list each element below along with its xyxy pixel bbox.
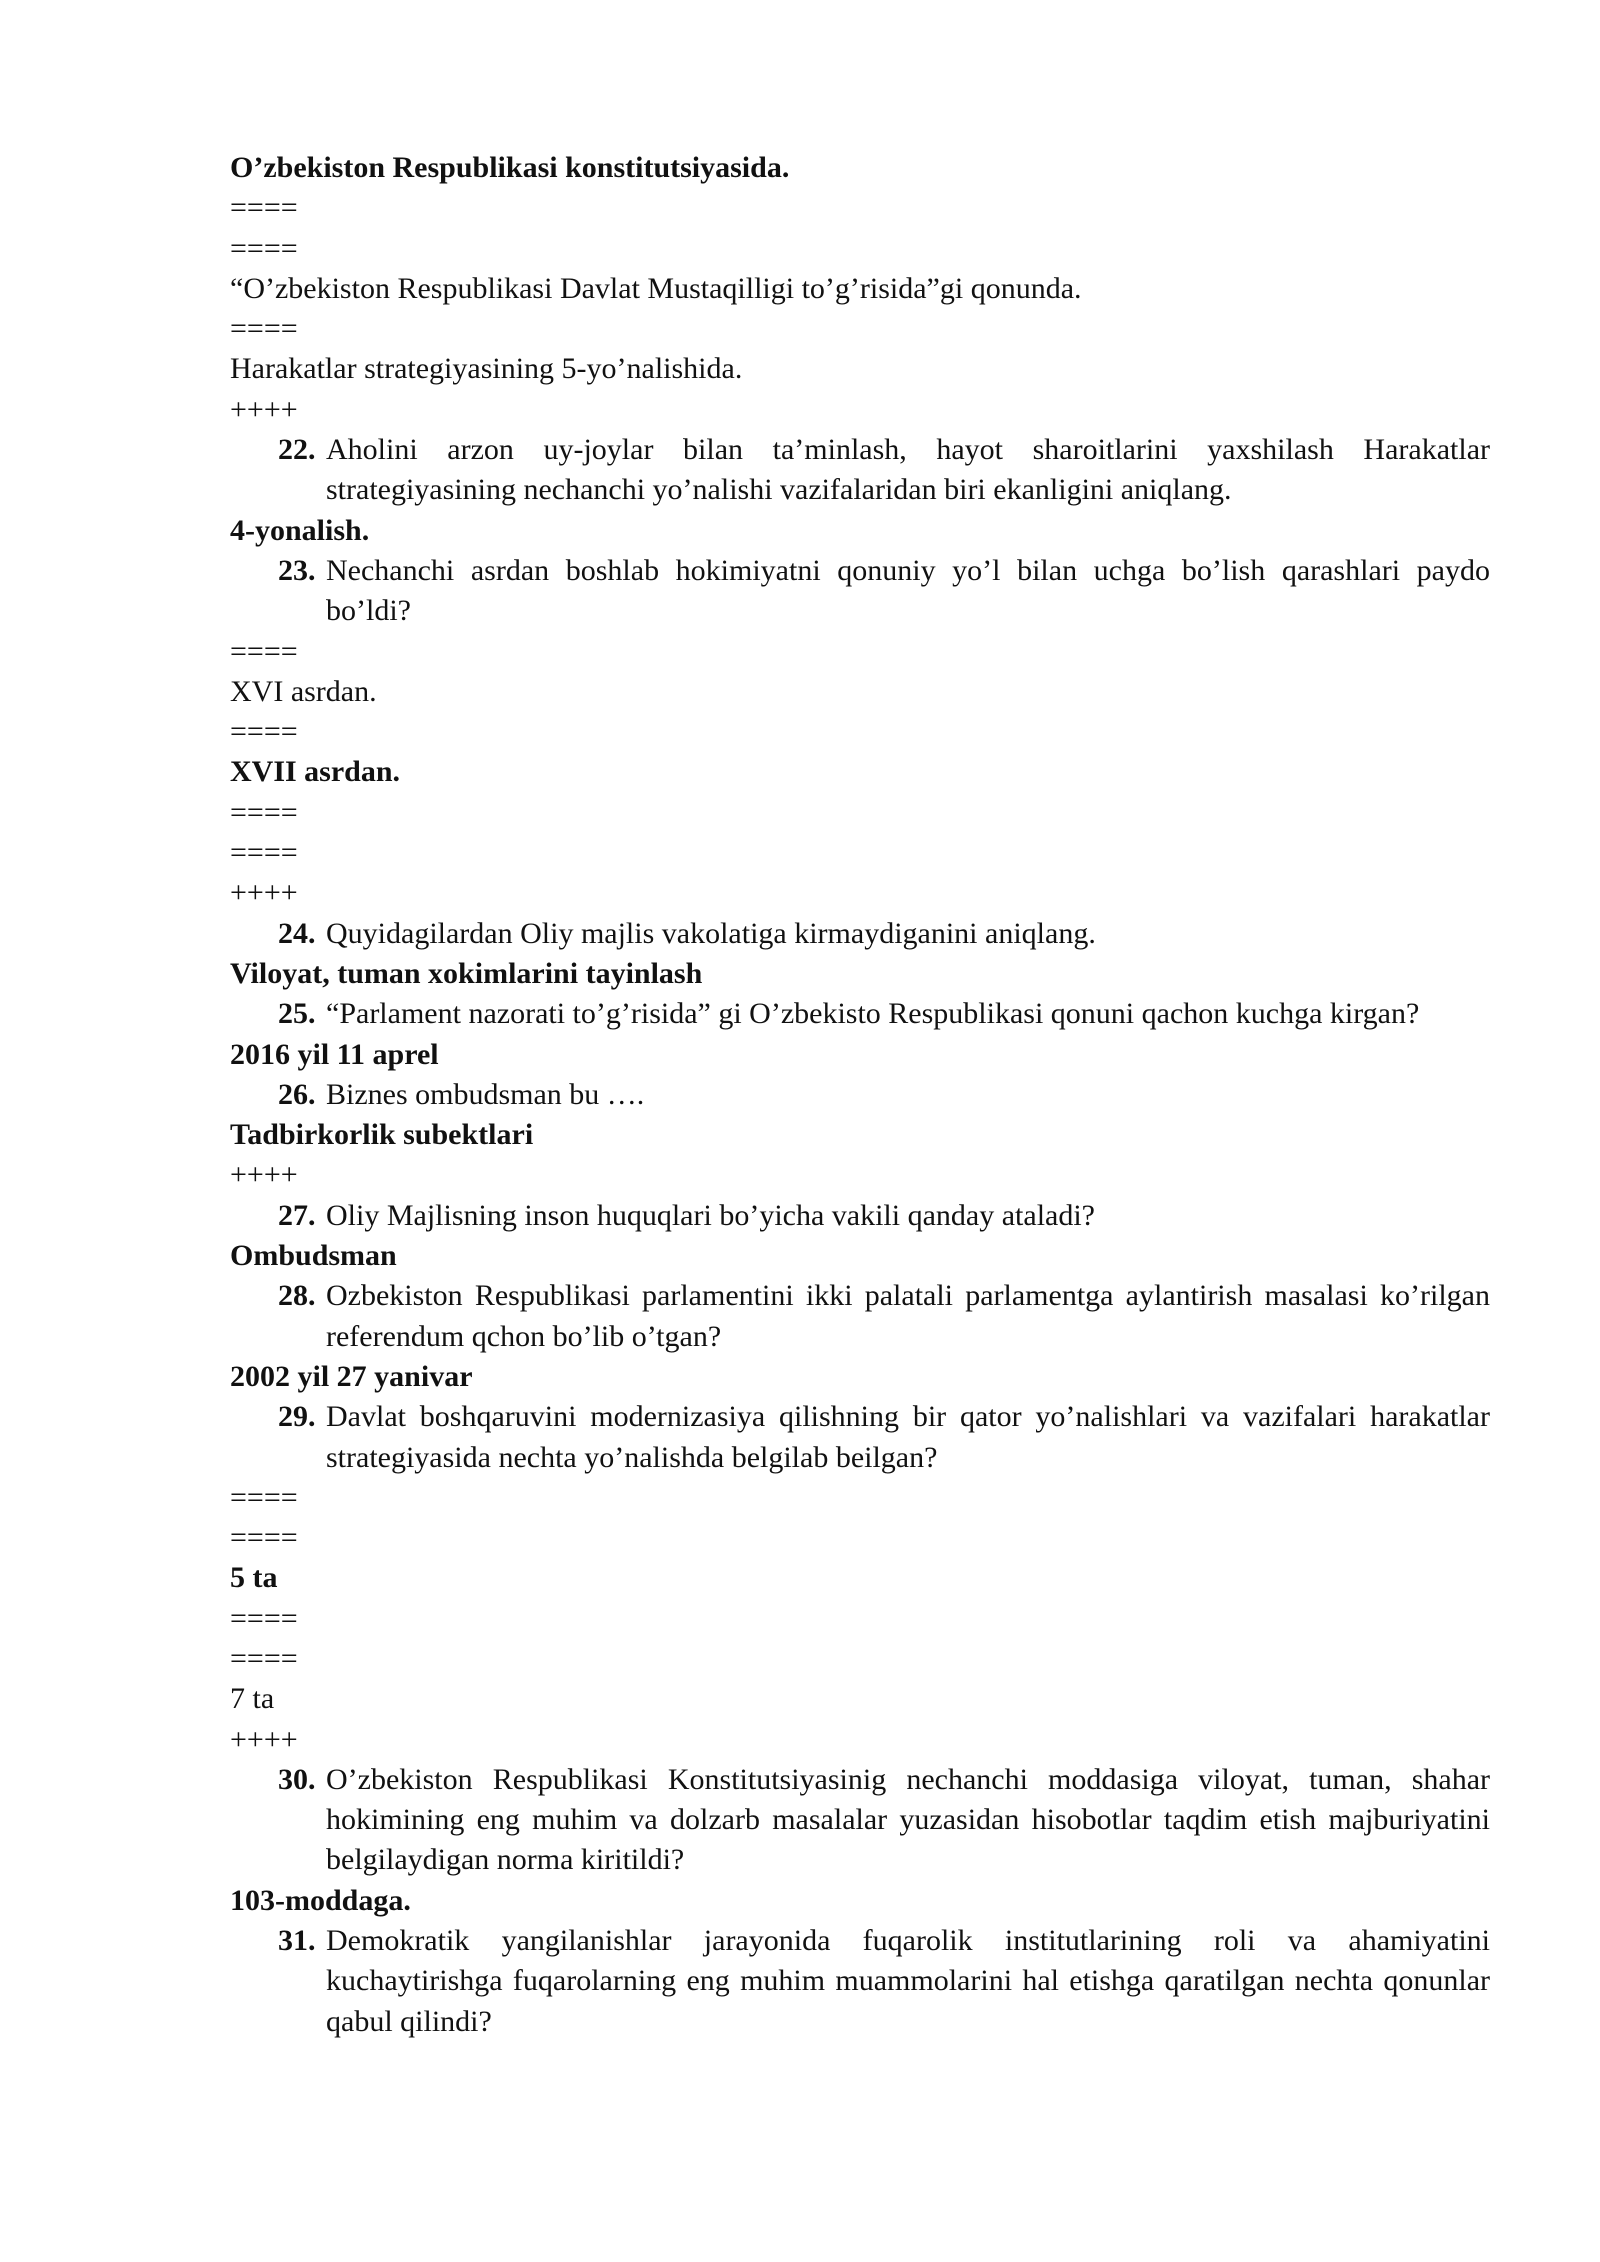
correct-answer: Ombudsman bbox=[230, 1239, 397, 1273]
correct-answer: 2002 yil 27 yanivar bbox=[230, 1359, 473, 1393]
question-text: “Parlament nazorati to’g’risida” gi O’zbekisto Respublikasi qonuni qachon kuchga kirgan? bbox=[326, 997, 1420, 1031]
question-number: 25. bbox=[278, 997, 316, 1031]
answer-option: “O’zbekiston Respublikasi Davlat Mustaqilligi to’g’risida”gi qonunda. bbox=[230, 271, 1082, 305]
separator-line: ==== bbox=[230, 836, 298, 870]
separator-line: ==== bbox=[230, 191, 298, 225]
question-text: O’zbekiston Respublikasi Konstitutsiyasinig nechanchi moddasiga viloyat, tuman, shahar hokimining eng muhim va dolzarb masalalar yuzasidan hisobotlar taqdim etish majburiyatini belgilaydigan norma kiritildi? bbox=[326, 1762, 1490, 1877]
correct-answer: XVII asrdan. bbox=[230, 755, 401, 789]
question-number: 24. bbox=[278, 916, 316, 950]
question-number: 22. bbox=[278, 433, 316, 467]
question-number: 23. bbox=[278, 553, 316, 587]
correct-answer: 4-yonalish. bbox=[230, 513, 370, 547]
question-text: Quyidagilardan Oliy majlis vakolatiga kirmaydiganini aniqlang. bbox=[326, 916, 1096, 950]
separator-line: ++++ bbox=[230, 876, 298, 910]
question-item bbox=[230, 1196, 1490, 1236]
question-item bbox=[230, 1397, 1490, 1478]
question-text: Aholini arzon uy-joylar bilan ta’minlash, hayot sharoitlarini yaxshilash Harakatlar strategiyasining nechanchi yo’nalishi vazifalaridan biri ekanligini aniqlang. bbox=[326, 433, 1490, 507]
separator-line: ==== bbox=[230, 1601, 298, 1635]
question-item bbox=[230, 1276, 1490, 1357]
separator-line: ==== bbox=[230, 1480, 298, 1514]
question-number: 29. bbox=[278, 1400, 316, 1434]
document-page bbox=[230, 148, 1490, 2042]
separator-line: ==== bbox=[230, 231, 298, 265]
question-item bbox=[230, 1921, 1490, 2042]
answer-option: Harakatlar strategiyasining 5-yo’nalishida. bbox=[230, 352, 743, 386]
question-number: 31. bbox=[278, 1924, 316, 1958]
question-item bbox=[230, 994, 1490, 1034]
separator-line: ++++ bbox=[230, 1158, 298, 1192]
correct-answer: 103-moddaga. bbox=[230, 1883, 411, 1917]
separator-line: ++++ bbox=[230, 392, 298, 426]
question-text: Oliy Majlisning inson huquqlari bo’yicha vakili qanday ataladi? bbox=[326, 1198, 1095, 1232]
question-number: 30. bbox=[278, 1762, 316, 1796]
question-item bbox=[230, 551, 1490, 632]
question-item bbox=[230, 1075, 1490, 1115]
question-text: Demokratik yangilanishlar jarayonida fuqarolik institutlarining roli va ahamiyatini kuchaytirishga fuqarolarning eng muhim muammolarini hal etishga qaratilgan nechta qonunlar qabul qilindi? bbox=[326, 1924, 1490, 2038]
question-number: 28. bbox=[278, 1279, 316, 1313]
question-text: Biznes ombudsman bu …. bbox=[326, 1077, 645, 1111]
answer-option: XVI asrdan. bbox=[230, 674, 377, 708]
question-text: Davlat boshqaruvini modernizasiya qilishning bir qator yo’nalishlari va vazifalari harakatlar strategiyasida nechta yo’nalishda belgilab beilgan? bbox=[326, 1400, 1490, 1474]
question-item bbox=[230, 914, 1490, 954]
question-number: 26. bbox=[278, 1077, 316, 1111]
correct-answer: O’zbekiston Respublikasi konstitutsiyasida. bbox=[230, 151, 790, 184]
correct-answer: 5 ta bbox=[230, 1561, 278, 1595]
question-item bbox=[230, 430, 1490, 511]
separator-line: ==== bbox=[230, 795, 298, 829]
separator-line: ==== bbox=[230, 1521, 298, 1555]
separator-line: ==== bbox=[230, 1641, 298, 1675]
separator-line: ==== bbox=[230, 312, 298, 346]
separator-line: ==== bbox=[230, 715, 298, 749]
answer-option: 7 ta bbox=[230, 1682, 275, 1716]
question-number: 27. bbox=[278, 1198, 316, 1232]
question-item bbox=[230, 1760, 1490, 1881]
correct-answer: Tadbirkorlik subektlari bbox=[230, 1118, 534, 1152]
question-text: Nechanchi asrdan boshlab hokimiyatni qonuniy yo’l bilan uchga bo’lish qarashlari paydo bo’ldi? bbox=[326, 553, 1490, 628]
question-text: Ozbekiston Respublikasi parlamentini ikki palatali parlamentga aylantirish masalasi ko’rilgan referendum qchon bo’lib o’tgan? bbox=[326, 1279, 1490, 1353]
correct-answer: Viloyat, tuman xokimlarini tayinlash bbox=[230, 956, 703, 990]
separator-line: ==== bbox=[230, 634, 298, 668]
correct-answer: 2016 yil 11 aprel bbox=[230, 1037, 439, 1071]
separator-line: ++++ bbox=[230, 1722, 298, 1756]
